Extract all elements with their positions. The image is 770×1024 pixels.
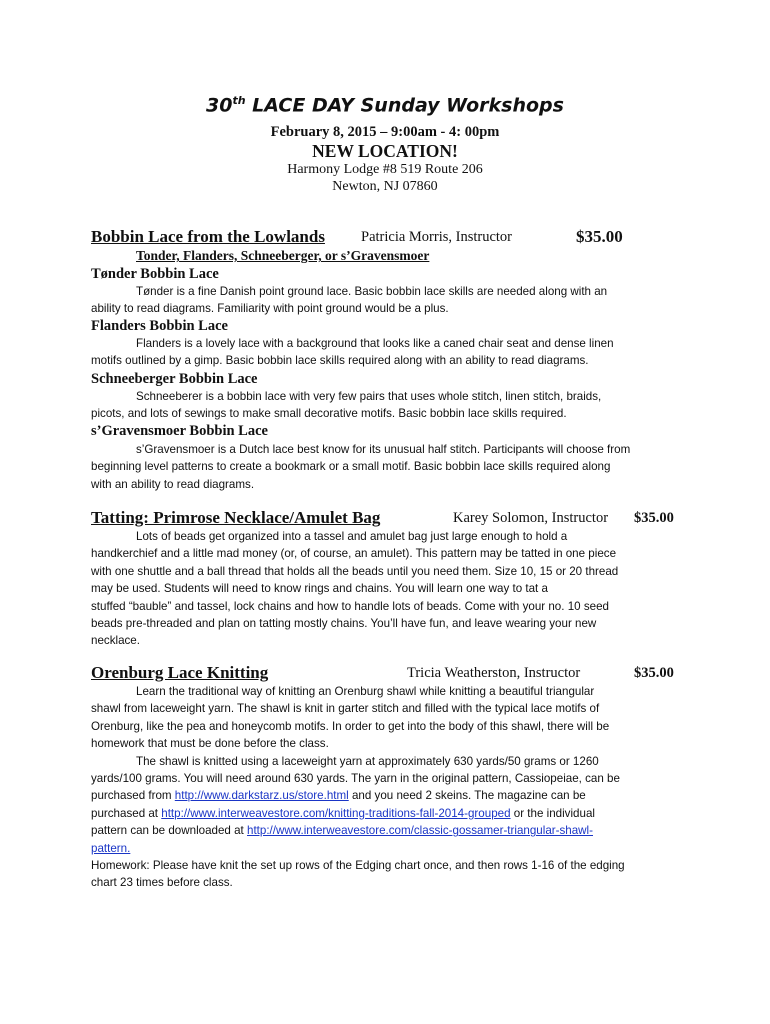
workshop-subtitle: Tonder, Flanders, Schneeberger, or s’Gravensmoer <box>136 248 430 263</box>
workshop-description: Learn the traditional way of knitting an Orenburg shawl while knitting a beautiful triangular shawl from laceweight yarn. The shawl is knit in garter stitch and filled with the typical lace motifs of Orenburg, like the pea and honeycomb motifs. In order to get into the body of this shawl, there will be homework that must be done before the class. The shawl is knitted using a laceweight yarn at approximately 630 yards/50 grams or 1260 yards/100 grams. You will need around 630 yards. The yarn in the original pattern, Cassiopeiae, can be purchased from http://www.darkstarz.us/store.html and you need 2 skeins. The magazine can be purchased at http://www.interweavestore.com/knitting-traditions-fall-2014-grouped or the individual pattern can be downloaded at http://www.interweavestore.com/classic-gossamer-triangular-shawl- pattern. Homework: Please have knit the set up rows of the Edging chart once, and then rows 1-16 of the edging chart 23 times before class. <box>91 683 691 892</box>
section-heading: Tønder Bobbin Lace <box>91 266 219 282</box>
shawl-pattern-link[interactable]: http://www.interweavestore.com/classic-gossamer-triangular-shawl- <box>247 824 593 838</box>
knitting-traditions-link[interactable]: http://www.interweavestore.com/knitting-traditions-fall-2014-grouped <box>161 806 511 820</box>
section-heading: Flanders Bobbin Lace <box>91 318 228 334</box>
section-heading: Schneeberger Bobbin Lace <box>91 371 258 387</box>
workshop-instructor: Patricia Morris, Instructor <box>361 229 513 245</box>
shawl-pattern-link-continued[interactable]: pattern. <box>91 841 131 855</box>
page-title: 30th LACE DAY Sunday Workshops <box>206 94 564 117</box>
workshop-title: Orenburg Lace Knitting <box>91 663 269 682</box>
section-description: s’Gravensmoer is a Dutch lace best know for its unusual half stitch. Participants will choose from beginning level patterns to create a bookmark or a small motif. Basic bobbin lace skills required along with an ability to read diagrams. <box>91 443 631 491</box>
workshop-header-tatting <box>0 508 770 530</box>
workshop-title: Tatting: Primrose Necklace/Amulet Bag <box>91 508 381 527</box>
workshop-price: $35.00 <box>634 665 674 681</box>
address-line-2: Newton, NJ 07860 <box>332 179 438 194</box>
workshop-instructor: Tricia Weatherston, Instructor <box>407 665 581 681</box>
section-description: Schneeberer is a bobbin lace with very few pairs that uses whole stitch, linen stitch, braids, picots, and lots of sewings to make small decorative motifs. Basic bobbin lace skills required. <box>91 390 602 421</box>
workshop-header-bobbin <box>0 227 770 249</box>
workshop-price: $35.00 <box>634 510 674 526</box>
workshop-price: $35.00 <box>576 227 623 246</box>
workshop-title: Bobbin Lace from the Lowlands <box>91 227 325 246</box>
section-description: Flanders is a lovely lace with a background that looks like a caned chair seat and dense linen motifs outlined by a gimp. Basic bobbin lace skills required along with an ability to read diagrams. <box>91 337 614 368</box>
section-description: Tønder is a fine Danish point ground lace. Basic bobbin lace skills are needed along with an ability to read diagrams. Familiarity with point ground would be a plus. <box>91 285 608 316</box>
section-heading: s’Gravensmoer Bobbin Lace <box>91 423 268 439</box>
homework-line: chart 23 times before class. <box>91 876 233 890</box>
workshop-instructor: Karey Solomon, Instructor <box>453 510 609 526</box>
event-date: February 8, 2015 – 9:00am - 4: 00pm <box>270 124 500 140</box>
darkstarz-store-link[interactable]: http://www.darkstarz.us/store.html <box>174 789 349 803</box>
workshop-header-orenburg <box>0 663 770 685</box>
workshop-description: Lots of beads get organized into a tassel and amulet bag just large enough to hold a handkerchief and a little mad money (or, of course, an amulet). This pattern may be tatted in one piece with one shuttle and a ball thread that holds all the beads until you need them. Size 10, 15 or 20 thread may be used. Students will need to know rings and chains. You will learn one way to tat a stuffed “bauble” and tassel, lock chains and how to handle lots of beads. Come with your no. 10 seed beads pre-threaded and plan on tatting mostly chains. You’ll have fun, and leave wearing your new necklace. <box>91 530 619 648</box>
new-location-heading: NEW LOCATION! <box>312 141 458 161</box>
homework-line: Homework: Please have knit the set up rows of the Edging chart once, and then rows 1-16 of the edging <box>91 859 625 873</box>
address-line-1: Harmony Lodge #8 519 Route 206 <box>287 162 483 177</box>
